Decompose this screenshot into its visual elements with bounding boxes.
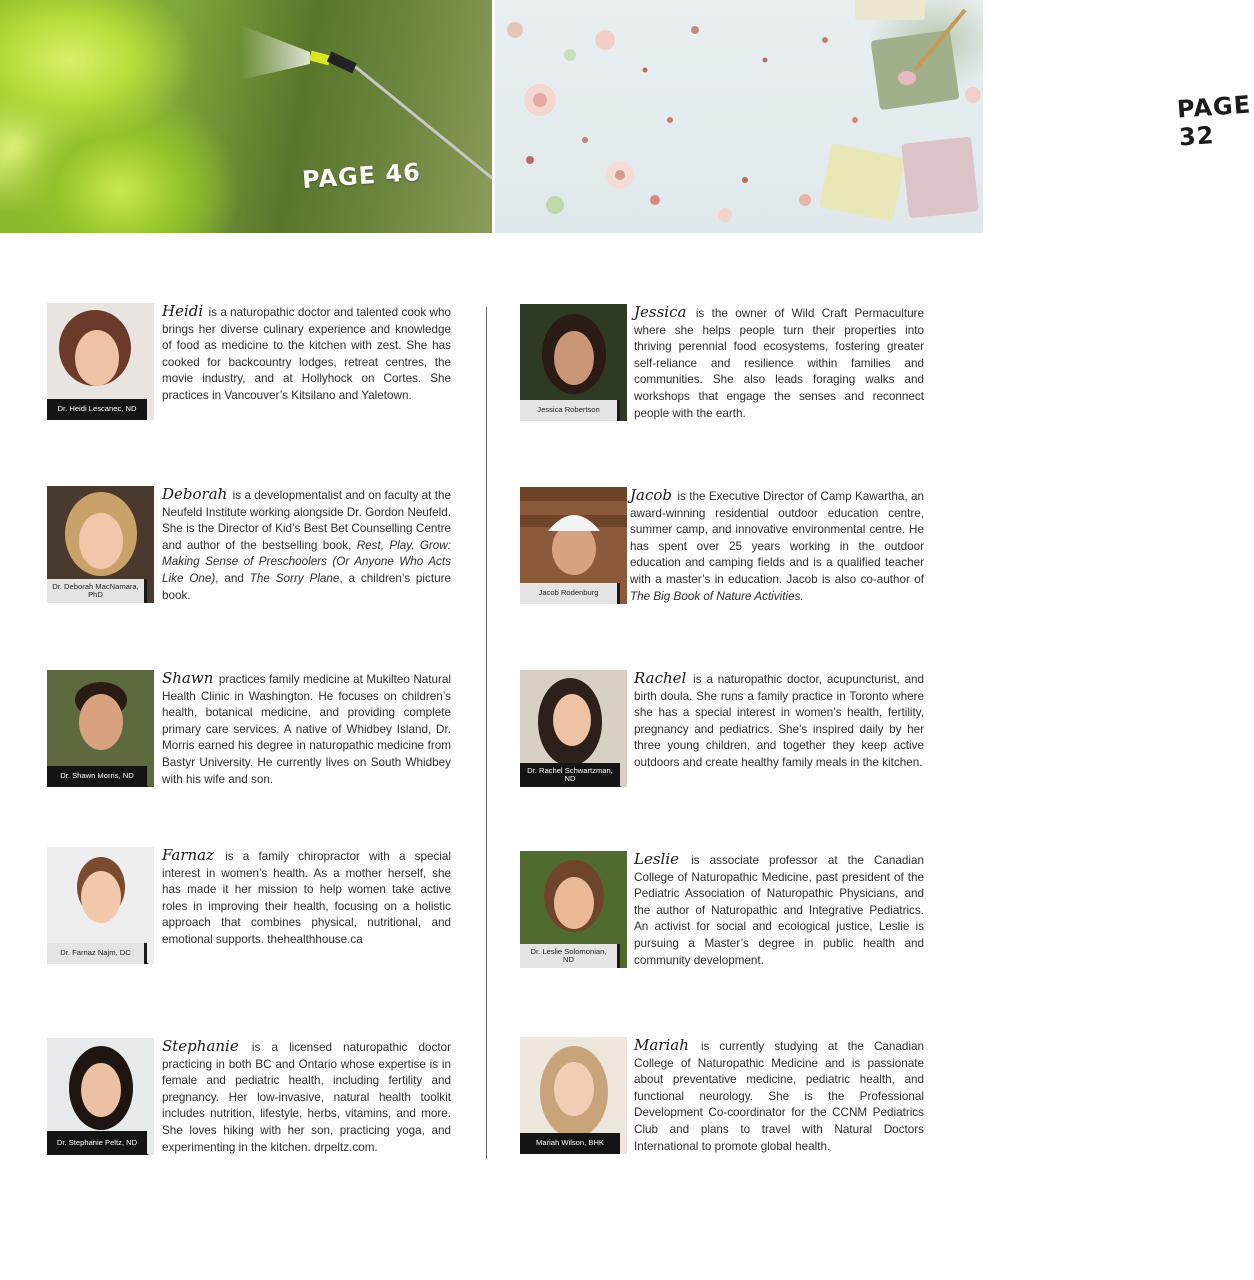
deborah-name: Deborah bbox=[162, 485, 228, 503]
mariah-portrait-photo bbox=[520, 1037, 627, 1154]
stephanie-portrait-photo bbox=[47, 1038, 154, 1155]
farnaz-bio-text bbox=[162, 847, 451, 949]
stephanie-name: Stephanie bbox=[162, 1037, 239, 1055]
jessica-bio-body: is the owner of Wild Craft Permaculture where she helps people turn their properties into thriving perennial food ecosystems, fostering greater self-reliance and resilience within families and communities. She also leads foraging walks and workshops that engage the senses and reconnect people with the earth. bbox=[634, 307, 924, 420]
mariah-name-caption: Mariah Wilson, BHK bbox=[520, 1133, 620, 1154]
banner-photo-garden-sprayer bbox=[0, 0, 492, 233]
column-divider bbox=[486, 307, 487, 1159]
heidi-portrait-photo bbox=[47, 303, 154, 420]
farnaz-portrait-photo bbox=[47, 847, 154, 964]
farnaz-name-caption: Dr. Farnaz Najm, DC bbox=[47, 943, 147, 964]
farnaz-name: Farnaz bbox=[162, 846, 215, 864]
mariah-bio-body: is currently studying at the Canadian College of Naturopathic Medicine and is passionate about preventative medicine, pediatric health, and functional neurology. She is the Professional Development Co-coordinator for the CCNM Pediatrics Club and plans to travel with Natural Doctors International to promote global health. bbox=[634, 1040, 925, 1153]
leslie-portrait-photo bbox=[520, 851, 627, 968]
heidi-bio-body: is a naturopathic doctor and talented cook who brings her diverse culinary experience and knowledge of food as medicine to the kitchen with zest. She has cooked for backcountry lodges, retreat centres, the movie industry, and at Hollyhock on Cortes. She practices in Vancouver’s Kitsilano and Yaletown. bbox=[162, 306, 451, 402]
deborah-book-title-1: Rest, Play, Grow: Making Sense of Preschoolers (Or Anyone Who Acts Like One) bbox=[162, 538, 451, 585]
deborah-bio-end: , a children’s picture book. bbox=[162, 571, 451, 602]
jacob-bio-text bbox=[630, 487, 924, 605]
banner-photo-soaps-and-flowers bbox=[495, 0, 1252, 233]
page-46-label: PAGE 46 bbox=[301, 157, 422, 195]
rachel-bio-body: is a naturopathic doctor, acupuncturist, and birth doula. She runs a family practice in Toronto where she has a special interest in women’s health, fertility, pregnancy and pediatrics. She’s inspired daily by her three young children, and together they keep active outdoors and create healthy family meals in the kitchen. bbox=[634, 673, 924, 769]
shawn-name: Shawn bbox=[162, 669, 214, 687]
deborah-name-caption: Dr. Deborah MacNamara, PhD bbox=[47, 579, 147, 603]
stephanie-bio-text bbox=[162, 1038, 451, 1156]
jacob-bio-body: is the Executive Director of Camp Kawartha, an award-winning residential outdoor education centre, summer camp, and innovative environmental centre. He has spent over 25 years working in the outdoor education and camping fields and is a qualified teacher with a master’s in education. Jacob is also co-author of bbox=[630, 490, 925, 586]
leslie-bio-body: is associate professor at the Canadian College of Naturopathic Medicine, past president of the Pediatric Association of Naturopathic Physicians, and the author of Naturopathic and Integrative Pediatrics. An activist for social and ecological justice, Leslie is pursuing a Master’s degree in public health and community development. bbox=[634, 854, 924, 967]
deborah-book-title-2: The Sorry Plane bbox=[249, 571, 340, 585]
jessica-name: Jessica bbox=[634, 303, 687, 321]
rachel-bio-text bbox=[634, 670, 924, 772]
shawn-bio-text bbox=[162, 670, 451, 788]
farnaz-bio-body: is a family chiropractor with a special interest in women’s health. As a mother herself, she has made it her mission to help women take active roles in improving their health, focusing on a holistic approach that combines physical, nutritional, and emotional supports. thehealthhouse.ca bbox=[162, 850, 451, 946]
jessica-portrait-photo bbox=[520, 304, 627, 421]
deborah-portrait-photo bbox=[47, 486, 154, 603]
deborah-bio-body: is a developmentalist and on faculty at the Neufeld Institute working alongside Dr. Gordon Neufeld. She is the Director of Kid’s Best Bet Counselling Centre and author of the bestselling book, bbox=[162, 489, 452, 552]
stephanie-name-caption: Dr. Stephanie Peltz, ND bbox=[47, 1131, 147, 1155]
mariah-bio-text bbox=[634, 1037, 924, 1155]
shawn-bio-body: practices family medicine at Mukilteo Natural Health Clinic in Washington. He focuses on children’s health, botanical medicine, and providing complete primary care services. A native of Whidbey Island, Dr. Morris earned his degree in naturopathic medicine from Bastyr University. He currently lives on South Whidbey with his wife and son. bbox=[162, 673, 451, 786]
deborah-bio-connector: , and bbox=[215, 571, 244, 585]
jessica-name-caption: Jessica Robertson bbox=[520, 400, 620, 421]
jacob-name-caption: Jacob Rodenburg bbox=[520, 583, 620, 604]
rachel-name: Rachel bbox=[634, 669, 687, 687]
jessica-bio-text bbox=[634, 304, 924, 422]
jacob-book-title: The Big Book of Nature Activities. bbox=[630, 589, 804, 603]
mariah-name: Mariah bbox=[634, 1036, 689, 1054]
jacob-name: Jacob bbox=[630, 486, 672, 504]
rachel-name-caption: Dr. Rachel Schwartzman, ND bbox=[520, 763, 620, 787]
flowers-and-soap-decoration bbox=[495, 0, 983, 233]
jacob-portrait-photo bbox=[520, 487, 627, 604]
leslie-name: Leslie bbox=[634, 850, 680, 868]
heidi-name-caption: Dr. Heidi Lescanec, ND bbox=[47, 399, 147, 420]
page-32-label: PAGE 32 bbox=[1176, 90, 1252, 152]
heidi-bio-text bbox=[162, 303, 451, 405]
deborah-bio-text bbox=[162, 486, 451, 604]
leslie-name-caption: Dr. Leslie Solomonian, ND bbox=[520, 944, 620, 968]
shawn-name-caption: Dr. Shawn Morris, ND bbox=[47, 766, 147, 787]
heidi-name: Heidi bbox=[162, 302, 204, 320]
leslie-bio-text bbox=[634, 851, 924, 969]
stephanie-bio-body: is a licensed naturopathic doctor practicing in both BC and Ontario whose expertise is in female and pediatric health, including fertility and pregnancy. Her low-invasive, natural health toolkit includes nutrition, lifestyle, herbs, vitamins, and more. She loves hiking with her son, practicing yoga, and experimenting in the kitchen. drpeltz.com. bbox=[162, 1041, 452, 1154]
shawn-portrait-photo bbox=[47, 670, 154, 787]
rachel-portrait-photo bbox=[520, 670, 627, 787]
